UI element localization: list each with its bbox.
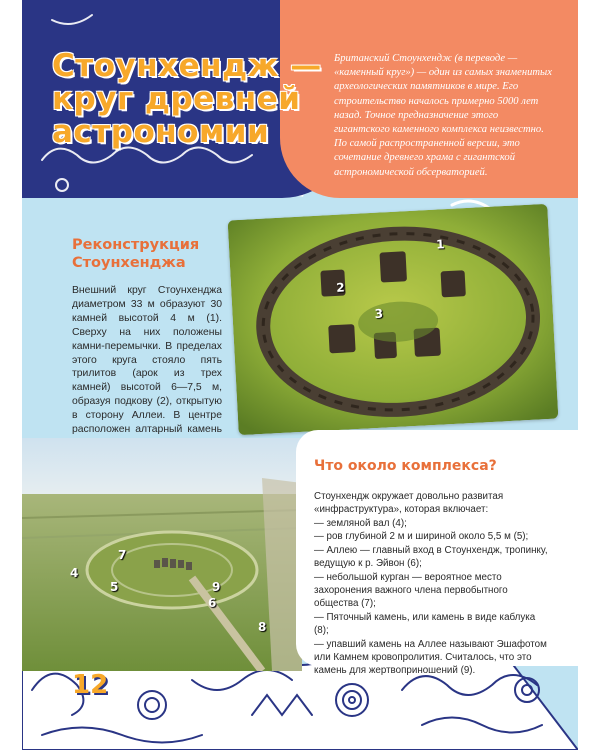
map-label-6: 6 [208,596,217,610]
map-label-5: 5 [110,580,119,594]
list-item: — небольшой курган — вероятное место захоронения важного члена первобытного общества (7); [314,571,508,610]
surroundings-intro: Стоунхендж окружает довольно развитая «инфраструктура», которая включает: [314,491,504,516]
reconstruction-text: Внешний круг Стоунхенджа диаметром 33 м образуют 30 камней высотой 4 м (1). Сверху на них положены камни-перемычки. В пределах этого круга стояло пять трилитов (арок из трех камней) высотой 6—7,5 м, образуя подкову (2), открытую в сторону Аллеи. В центре расположен алтарный камень [72,285,222,436]
surroundings-list [314,517,552,678]
image-label-1: 1 [435,237,445,252]
map-label-8: 8 [258,620,267,634]
list-item: — земляной вал (4); [314,518,407,529]
list-item: — ров глубиной 2 м и шириной около 5,5 м (5); [314,531,529,543]
image-label-2: 2 [335,280,345,295]
intro-text: Британский Стоунхендж (в переводе — «каменный круг») — один из самых знаменитых археологических памятников в мире. Его строительство началось примерно 5000 лет назад. Точное предназначение этого гигантского каменного комплекса неизвестно. По самой распространенной версии, это сочетание древнего храма с гигантской астрономической обсерваторией. [334,53,552,178]
list-item: — упавший камень на Аллее называют Эшафотом или Камнем кровопролития. Считалось, что это камень для жертвоприношений (9). [314,638,547,677]
map-label-7: 7 [118,548,127,562]
list-item: — Аллею — главный вход в Стоунхендж, тропинку, ведущую к р. Эйвон (6); [314,544,548,570]
page-number: 12 [72,670,109,700]
image-label-3: 3 [374,306,384,321]
reconstruction-image [228,204,559,435]
aerial-photo [22,438,302,671]
map-label-4: 4 [70,566,79,580]
list-item: — Пяточный камень, или камень в виде каблука (8); [314,611,536,637]
reconstruction-heading: Реконструкция Стоунхенджа [72,237,200,271]
surroundings-heading: Что около комплекса? [314,458,497,474]
page-title: Стоунхендж — круг древней астрономии [52,48,322,150]
map-label-9: 9 [212,580,221,594]
